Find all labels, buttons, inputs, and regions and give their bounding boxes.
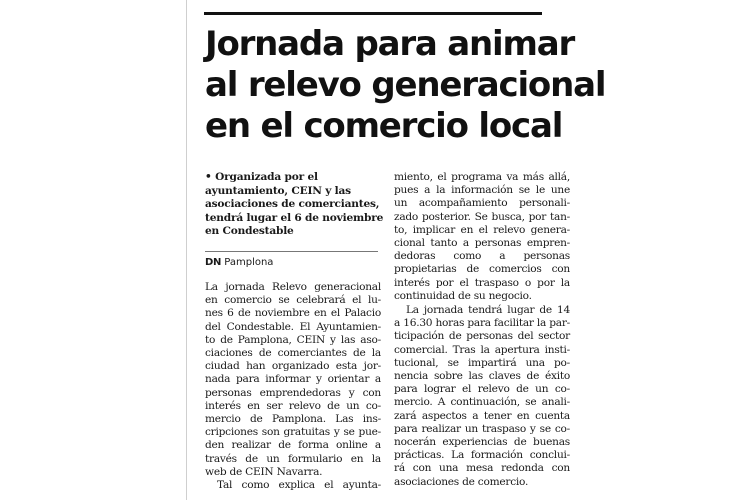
lead-line: ayuntamiento, CEIN y las [205,184,351,197]
body-line: to, implicar en el relevo genera- [394,223,570,236]
body-line: rá con una mesa redonda con [394,462,570,475]
body-line: zado posterior. Se busca, por tan- [394,210,570,223]
headline [205,24,606,147]
headline-line: Jornada para animar [205,24,575,64]
body-line: den realizar de forma online a [205,439,381,452]
body-column-1 [205,281,381,492]
body-line: ticipación de personas del sector [394,330,570,343]
body-line: tucional, se impartirá una po- [394,356,570,369]
lead-summary [205,171,384,239]
body-line: mercio. A continuación, se anali- [394,396,570,409]
byline-place: Pamplona [224,257,274,268]
body-line: través de un formulario en la [205,452,381,465]
headline-line: al relevo generacional [205,65,606,105]
bullet-icon: • [205,171,212,183]
body-line: un acompañamiento personali- [394,197,570,210]
lead-line: • Organizada por el [205,171,318,183]
lead-line: asociaciones de comerciantes, [205,198,380,210]
body-line: La jornada Relevo generacional [205,281,381,293]
body-line: zará aspectos a tener en cuenta [394,409,570,422]
body-line: nocerán experiencias de buenas [394,436,570,449]
byline [205,256,273,269]
body-line: para lograr el relevo de un co- [394,383,570,396]
body-line: cional tanto a personas empren- [394,237,570,250]
body-line: interés por el traspaso o por la [394,276,570,289]
body-line: ciaciones de comerciantes de la [205,347,381,360]
body-line: La jornada tendrá lugar de 14 [406,304,570,317]
body-line: prácticas. La formación conclui- [394,449,570,462]
body-line: asociaciones de comercio. [394,475,529,488]
body-line: para realizar un traspaso y se co- [394,422,570,435]
body-line: Tal como explica el ayunta- [217,479,381,492]
body-line: to de Pamplona, CEIN y las aso- [205,333,381,346]
body-line: miento, el programa va más allá, [394,171,570,183]
headline-line: en el comercio local [205,106,563,146]
body-line: nada para informar y orientar a [205,373,381,386]
body-line: nencia sobre las claves de éxito [394,370,570,383]
body-line: en comercio se celebrará el lu- [205,294,381,307]
byline-rule [205,251,378,252]
body-line: mercio de Pamplona. Las ins- [205,413,381,426]
body-line: a 16.30 horas para facilitar la par- [394,317,570,330]
body-line: nes 6 de noviembre en el Palacio [205,307,381,320]
page-edge-rule [186,0,187,500]
body-line: propietarias de comercios con [394,263,570,276]
body-line: continuidad de su negocio. [394,289,532,302]
body-column-2 [394,171,570,489]
body-line: web de CEIN Navarra. [205,465,323,478]
headline-top-rule [204,12,542,15]
body-line: comercial. Tras la apertura insti- [394,343,570,356]
body-line: ciudad han organizado esta jor- [205,360,381,373]
lead-line: tendrá lugar el 6 de noviembre [205,211,384,224]
body-line: dedoras como a personas [394,250,570,263]
byline-source: DN [205,257,222,268]
body-line: personas emprendedoras y con [205,386,381,399]
body-line: interés en ser relevo de un co- [205,399,381,412]
body-line: del Condestable. El Ayuntamien- [205,320,381,333]
body-line: cripciones son gratuitas y se pue- [205,426,381,439]
body-line: pues a la información se le une [394,184,570,197]
lead-line: en Condestable [205,225,294,237]
